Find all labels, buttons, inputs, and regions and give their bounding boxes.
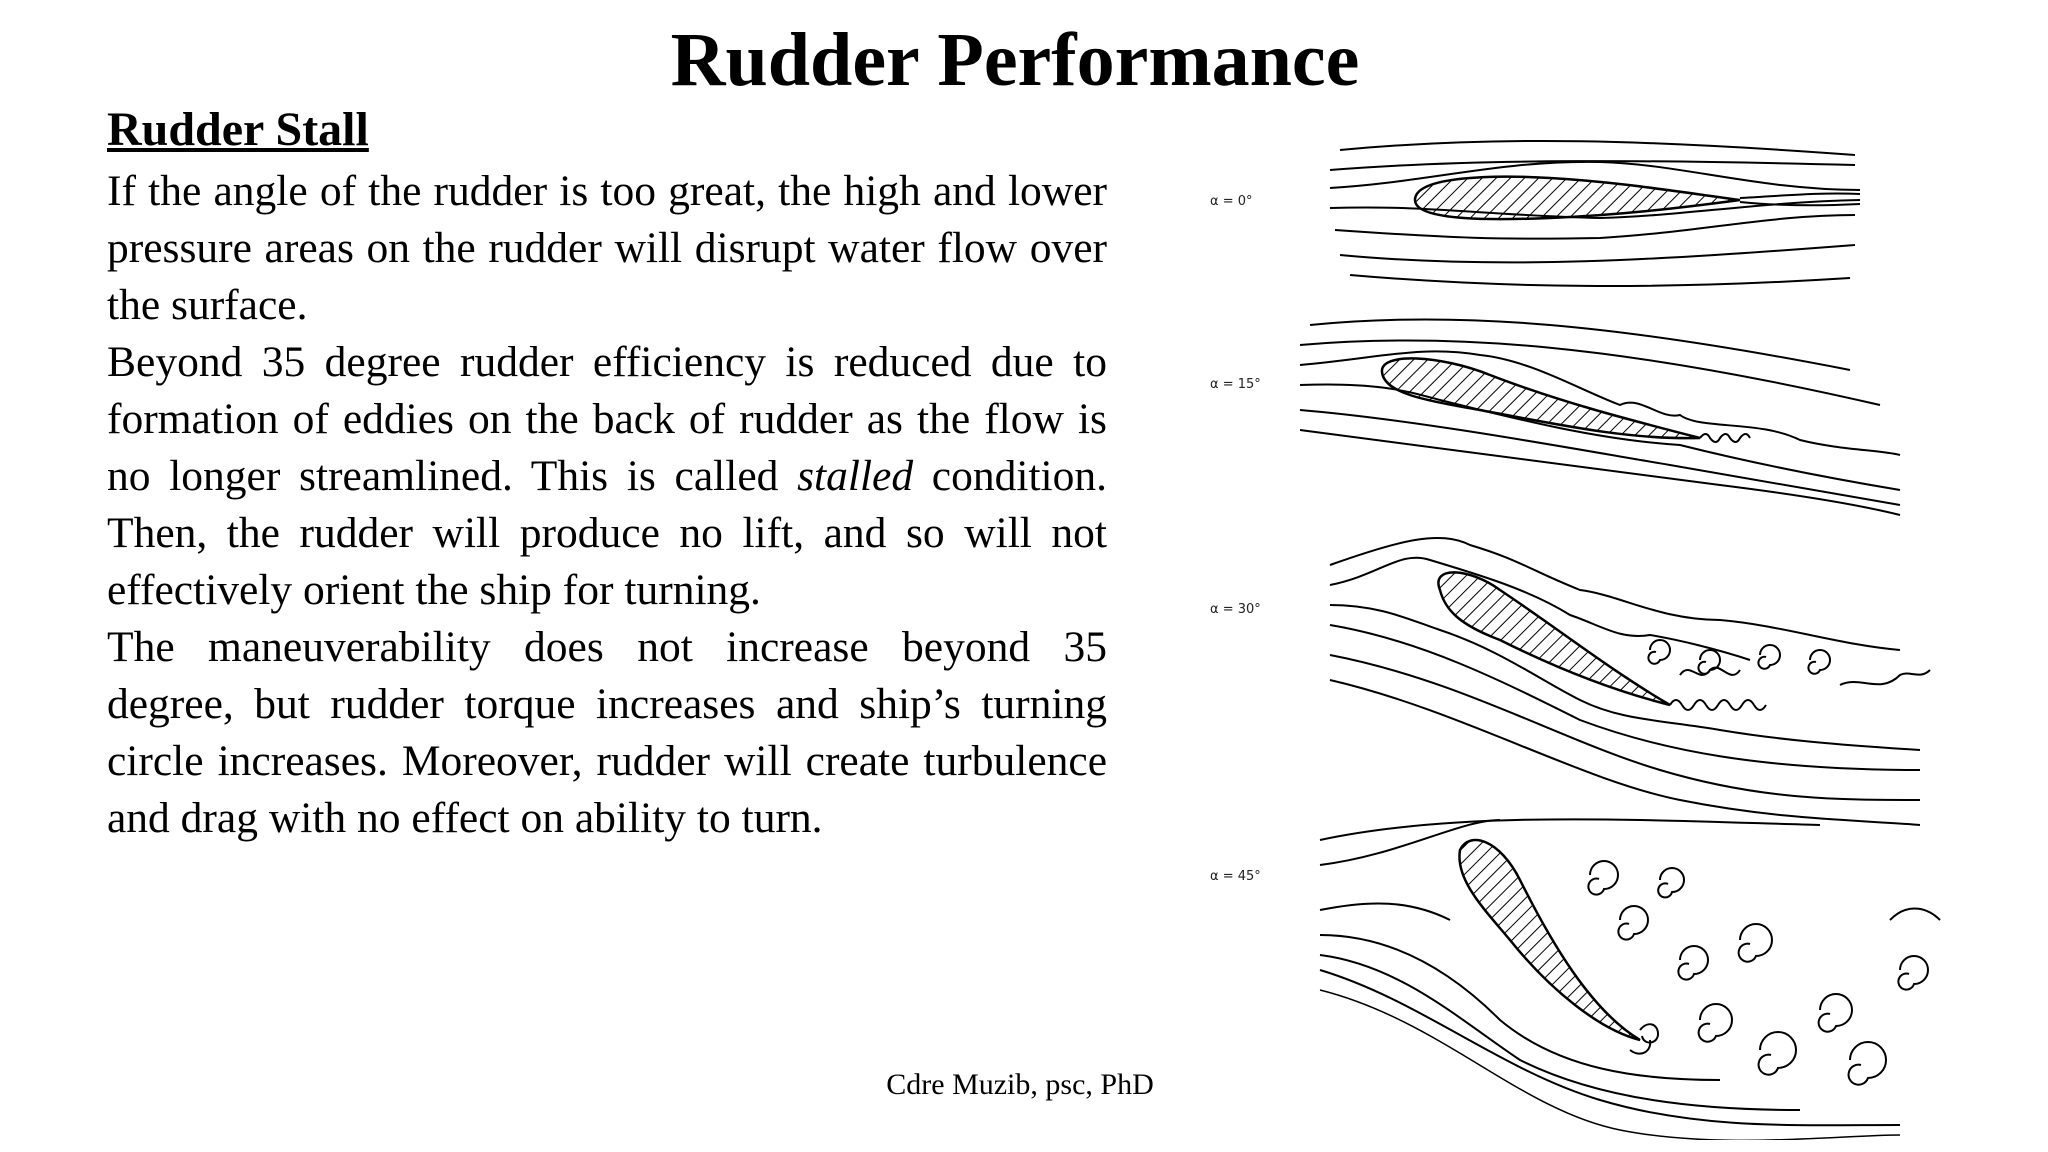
body-text — [107, 163, 1107, 847]
paragraph-1: If the angle of the rudder is too great, the high and lower pressure areas on the rudder will disrupt water flow over the surface. — [107, 167, 1107, 329]
paragraph-3: The maneuverability does not increase beyond 35 degree, but rudder torque increases and ship’s turning circle increases. Moreover, rudder will create turbulence and drag with no effect on ability to turn. — [107, 623, 1107, 842]
angle-label-15: α = 15° — [1210, 377, 1261, 392]
flow-panel-30deg — [1210, 538, 1930, 825]
paragraph-2-start: Beyond 35 degree rudder efficiency is reduced due to formation of eddies on the back of rudder as the flow is no longer streamlined. This is called — [107, 338, 1107, 500]
flow-panel-0deg — [1210, 141, 1860, 286]
rudder-flow-figure — [1200, 120, 1980, 1140]
footer-credit: Cdre Muzib, psc, PhD — [886, 1068, 1154, 1101]
paragraph-2-end: condition. Then, the rudder will produce no lift, and so will not effectively orient the ship for turning. — [107, 452, 1107, 614]
flow-panel-45deg — [1210, 819, 1940, 1140]
flow-diagram — [1200, 120, 1980, 1140]
angle-label-45: α = 45° — [1210, 869, 1261, 884]
rudder-foil-45deg — [1459, 840, 1640, 1040]
angle-label-30: α = 30° — [1210, 602, 1261, 617]
slide-title: Rudder Performance — [670, 18, 1360, 102]
stalled-emphasis: stalled — [797, 452, 914, 500]
paragraph-2 — [107, 334, 1107, 619]
angle-label-0: α = 0° — [1210, 194, 1253, 209]
section-heading: Rudder Stall — [107, 103, 369, 156]
flow-panel-15deg — [1210, 319, 1900, 515]
